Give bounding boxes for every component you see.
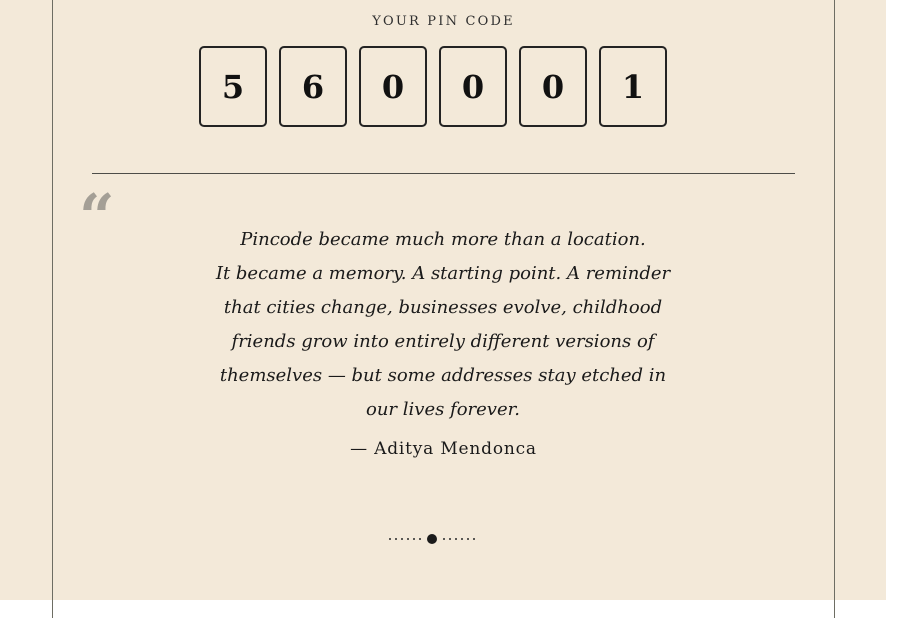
- pin-digit-1: 5: [199, 46, 267, 127]
- pagination-dot[interactable]: [389, 538, 391, 540]
- pagination-dot[interactable]: [419, 538, 421, 540]
- pagination-dot[interactable]: [407, 538, 409, 540]
- pin-code-display: [199, 46, 667, 127]
- pagination-dot-active[interactable]: [427, 534, 437, 544]
- section-divider: [92, 173, 795, 174]
- pin-digit-5: 0: [519, 46, 587, 127]
- quote-line: themselves — but some addresses stay etched in: [219, 365, 667, 386]
- pin-digit-6: 1: [599, 46, 667, 127]
- pagination-dot[interactable]: [443, 538, 445, 540]
- quote-text: [198, 223, 688, 427]
- pagination-dot[interactable]: [413, 538, 415, 540]
- quote-line: friends grow into entirely different versions of: [231, 331, 655, 352]
- pagination-dot[interactable]: [461, 538, 463, 540]
- pin-digit-4: 0: [439, 46, 507, 127]
- quote-line: Pincode became much more than a location.: [240, 229, 646, 250]
- pin-code-label: YOUR PIN CODE: [372, 14, 515, 29]
- pin-digit-2: 6: [279, 46, 347, 127]
- pagination-dot[interactable]: [455, 538, 457, 540]
- quote-author: — Aditya Mendonca: [350, 439, 537, 459]
- quote-line: It became a memory. A starting point. A reminder: [215, 263, 671, 284]
- pagination-dot[interactable]: [449, 538, 451, 540]
- pagination-dot[interactable]: [395, 538, 397, 540]
- pagination-dot[interactable]: [467, 538, 469, 540]
- carousel-pagination[interactable]: [389, 532, 479, 546]
- quote-line: our lives forever.: [366, 399, 520, 420]
- pagination-dot[interactable]: [401, 538, 403, 540]
- quote-open-icon: “: [79, 180, 115, 253]
- quote-line: that cities change, businesses evolve, childhood: [223, 297, 663, 318]
- content-panel: [52, 0, 835, 618]
- pin-digit-3: 0: [359, 46, 427, 127]
- pagination-dot[interactable]: [473, 538, 475, 540]
